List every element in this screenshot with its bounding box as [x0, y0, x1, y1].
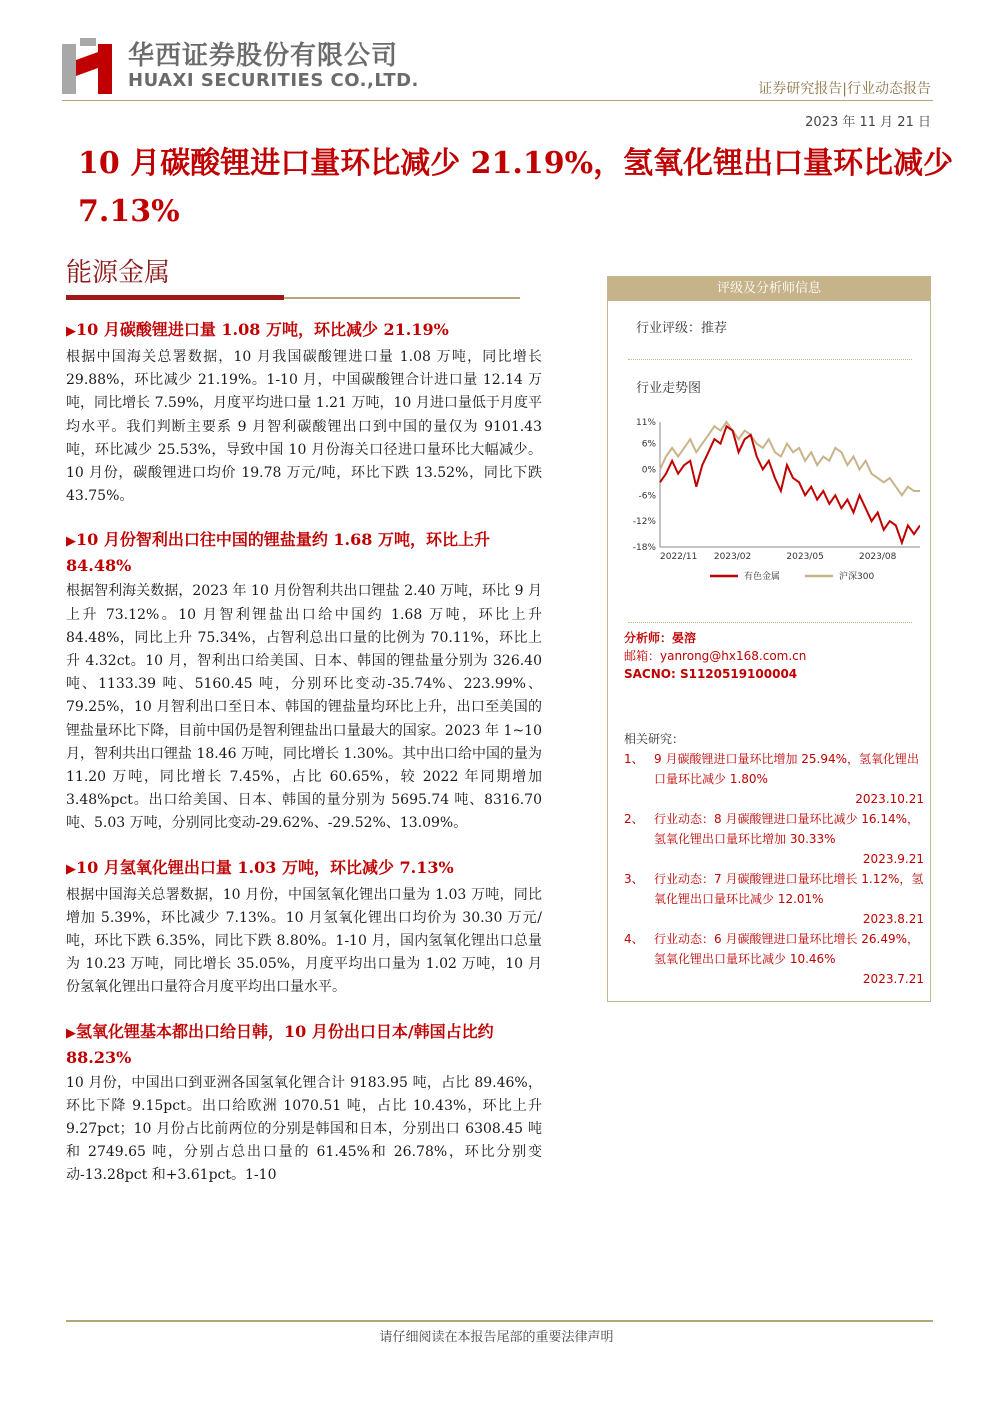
y-tick-label: 11% [635, 418, 656, 428]
x-tick-label: 2022/11 [660, 552, 698, 562]
sector-name: 能源金属 [66, 258, 171, 288]
section-heading-text: 10 月碳酸锂进口量 1.08 万吨，环比减少 21.19% [76, 320, 449, 339]
section-body: 根据中国海关总署数据，10 月我国碳酸锂进口量 1.08 万吨，同比增长 29.88%，环比减少 21.19%。1-10 月，中国碳酸锂合计进口量 12.14 万吨，同比增长 7.59%，月度平均进口量 1.21 万吨，10 月进口量低于月度平均水平。我们判断主要系 9 月智利碳酸锂出口到中国的量仅为 9101.43 吨，环比减少 25.53%，导致中国 10 月份海关口径进口量环比大幅减少。10 月份，碳酸锂进口均价 19.78 万元/吨，环比下跌 13.52%，同比下跌 43.75%。 [66, 349, 542, 505]
series-line [660, 426, 920, 542]
related-item-number: 4、 [624, 932, 644, 946]
y-tick-label: -18% [632, 543, 656, 553]
related-item-title[interactable]: 9 月碳酸锂进口量环比增加 25.94%，氢氧化锂出口量环比减少 1.80% [654, 752, 920, 786]
section-heading [66, 856, 542, 882]
sidebar-header: 评级及分析师信息 [608, 277, 930, 301]
section-4 [66, 1020, 542, 1188]
company-name-cn: 华西证券股份有限公司 [128, 41, 399, 71]
related-research-title: 相关研究： [624, 732, 685, 746]
sector-underline [66, 295, 284, 300]
related-item-date: 2023.10.21 [855, 792, 924, 806]
related-item-number: 2、 [624, 812, 644, 826]
rating-label: 行业评级： [636, 321, 702, 336]
report-date: 2023 年 11 月 21 日 [805, 115, 931, 130]
header-divider [62, 100, 933, 101]
rating-value: 推荐 [701, 321, 728, 336]
section-heading-text: 10 月氢氧化锂出口量 1.03 万吨，环比减少 7.13% [76, 857, 454, 877]
analyst-name: 分析师：晏溶 [624, 631, 697, 645]
triangle-bullet-icon: ▶ [66, 324, 76, 339]
related-item-date: 2023.7.21 [862, 972, 924, 986]
dotted-divider [628, 622, 912, 623]
company-logo-mark [62, 38, 114, 94]
series-line [660, 422, 920, 495]
section-heading [66, 318, 542, 344]
section-heading [66, 1020, 542, 1070]
section-body: 根据智利海关数据，2023 年 10 月份智利共出口锂盐 2.40 万吨，环比 9 月上升 73.12%。10 月智利锂盐出口给中国约 1.68 万吨，环比上升 84.48%，同比上升 75.34%，占智利总出口量的比例为 70.11%，环比上升 4.32ct。10 月，智利出口给美国、日本、韩国的锂盐量分别为 326.40 吨、1133.39 吨、5160.45 吨，分别环比变动-35.74%、223.99%、79.25%，10 月智利出口至日本、韩国的锂盐量均环比上升，出口至美国的锂盐量环比下降，目前中国仍是智利锂盐出口量最大的国家。2023 年 1~10 月，智利共出口锂盐 18.46 万吨，同比增长 1.30%。其中出口给中国的量为 11.20 万吨，同比增长 7.45%，占比 60.65%，较 2022 年同期增加 3.48%pct。出口给美国、日本、韩国的量分别为 5695.74 吨、8316.70 吨、5.03 万吨，分别同比变动-29.62%、-29.52%、13.09%。 [66, 583, 542, 832]
triangle-bullet-icon: ▶ [66, 1025, 76, 1041]
section-heading [66, 528, 542, 578]
section-heading-text: 10 月份智利出口往中国的锂盐量约 1.68 万吨，环比上升 84.48% [66, 530, 490, 576]
main-content [66, 318, 542, 1208]
report-title: 10 月碳酸锂进口量环比减少 21.19%，氢氧化锂出口量环比减少 7.13% [78, 146, 954, 229]
analyst-sacno: SACNO: S1120519100004 [624, 667, 798, 681]
y-tick-label: 6% [641, 439, 656, 450]
x-tick-label: 2023/05 [786, 552, 824, 562]
related-item[interactable] [624, 809, 924, 869]
related-item-title[interactable]: 行业动态：6 月碳酸锂进口量环比增长 26.49%，氢氧化锂出口量环比减少 10.46% [654, 932, 920, 966]
related-item-title[interactable]: 行业动态：8 月碳酸锂进口量环比减少 16.14%，氢氧化锂出口量环比增加 30.33% [654, 812, 920, 846]
related-item[interactable] [624, 749, 924, 809]
triangle-bullet-icon: ▶ [66, 534, 76, 550]
related-item-date: 2023.8.21 [862, 912, 924, 926]
section-3 [66, 856, 542, 1000]
section-2 [66, 528, 542, 835]
related-item-number: 3、 [624, 872, 644, 886]
related-item-number: 1、 [624, 752, 644, 766]
section-heading-text: 氢氧化锂基本都出口给日韩，10 月份出口日本/韩国占比约 88.23% [66, 1021, 494, 1067]
section-body: 10 月份，中国出口到亚洲各国氢氧化锂合计 9183.95 吨，占比 89.46%，环比下降 9.15pct。出口给欧洲 1070.51 吨，占比 10.43%，环比上升 9.27pct；10 月份占比前两位的分别是韩国和日本，分别出口 6308.45 吨和 2749.65 吨，分别占总出口量的 61.45%和 26.78%，环比分别变动-13.28pct 和+3.61pct。1-10 [66, 1074, 542, 1184]
legend-label: 沪深300 [839, 572, 875, 582]
related-item-date: 2023.9.21 [862, 852, 924, 866]
rating-analyst-sidebar [607, 276, 931, 1002]
related-item[interactable] [624, 869, 924, 929]
sector-underline-gold [284, 297, 520, 299]
legend-label: 有色金属 [744, 572, 781, 582]
legal-notice: 请仔细阅读在本报告尾部的重要法律声明 [379, 1330, 614, 1345]
related-item[interactable] [624, 929, 924, 989]
company-name-en: HUAXI SECURITIES CO.,LTD. [128, 70, 419, 91]
section-body: 根据中国海关总署数据，10 月份，中国氢氧化锂出口量为 1.03 万吨，同比增加 5.39%，环比减少 7.13%。10 月氢氧化锂出口均价为 30.30 万元/吨，环比下跌 6.35%，同比下跌 8.80%。1-10 月，国内氢氧化锂出口总量为 10.23 万吨，同比增长 35.05%，月度平均出口量为 1.02 万吨，10 月份氢氧化锂出口量符合月度平均出口量水平。 [66, 886, 542, 996]
y-tick-label: -6% [638, 491, 656, 502]
triangle-bullet-icon: ▶ [66, 861, 76, 877]
report-type: 证券研究报告|行业动态报告 [758, 81, 931, 97]
industry-trend-chart [620, 407, 920, 597]
related-item-title[interactable]: 行业动态：7 月碳酸锂进口量环比增长 1.12%，氢氧化锂出口量环比减少 12.01% [654, 872, 924, 906]
related-research [624, 729, 924, 989]
section-1 [66, 318, 542, 508]
footer-divider [66, 1320, 933, 1322]
industry-rating [636, 317, 727, 336]
y-tick-label: 0% [641, 465, 656, 476]
analyst-email[interactable]: 邮箱：yanrong@hx168.com.cn [624, 649, 807, 663]
trend-chart-title: 行业走势图 [636, 381, 702, 396]
analyst-info [624, 629, 924, 683]
y-tick-label: -12% [632, 517, 656, 528]
x-tick-label: 2023/02 [713, 552, 752, 562]
x-tick-label: 2023/08 [858, 552, 897, 562]
dotted-divider [628, 359, 912, 360]
